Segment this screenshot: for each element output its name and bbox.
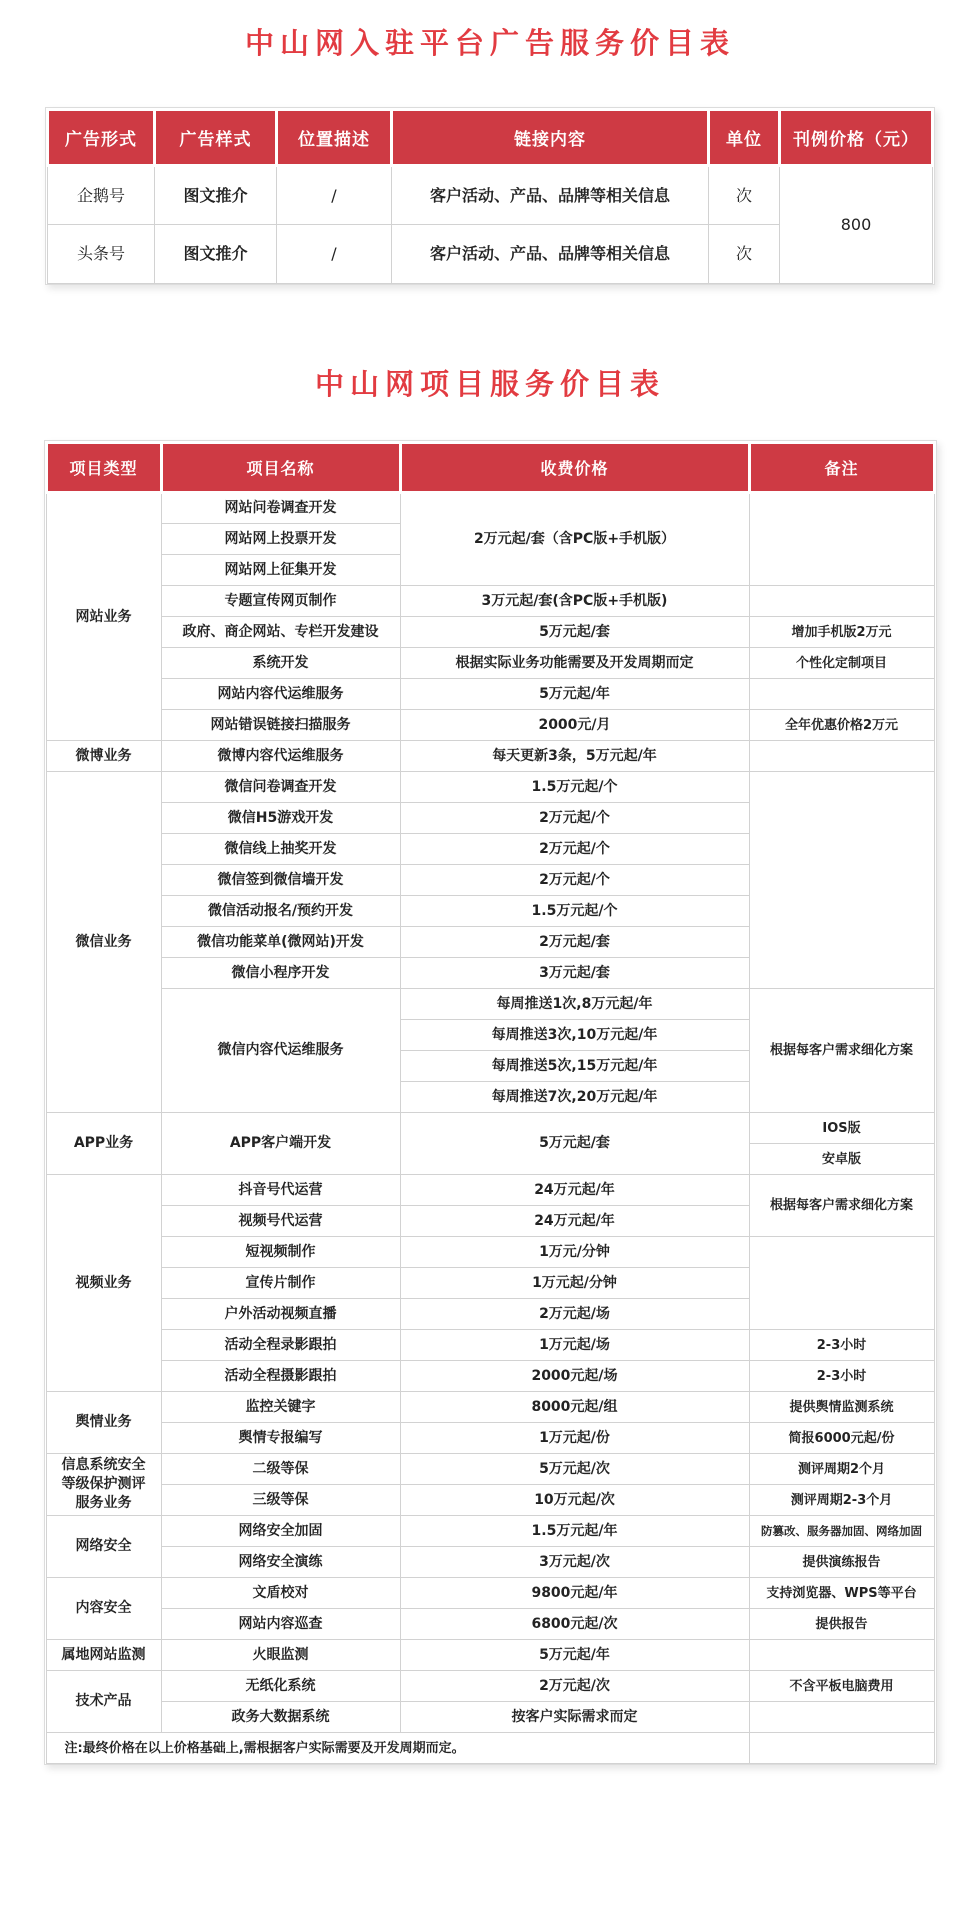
- remark-cell-empty: [749, 1733, 934, 1764]
- unit-cell: 次: [709, 166, 780, 225]
- header-remark: 备注: [749, 443, 934, 493]
- price-cell: 5万元起/年: [400, 1640, 749, 1671]
- project-name-cell: 文盾校对: [161, 1578, 400, 1609]
- remark-cell-empty: [749, 1640, 934, 1671]
- section-type-cell: 微博业务: [46, 741, 161, 772]
- price-cell: 根据实际业务功能需要及开发周期而定: [400, 648, 749, 679]
- table-row: [46, 1175, 934, 1206]
- section-type-cell: 内容安全: [46, 1578, 161, 1640]
- remark-cell: 增加手机版2万元: [749, 617, 934, 648]
- price-cell: 每周推送7次,20万元起/年: [400, 1082, 749, 1113]
- price-cell: 1万元起/份: [400, 1423, 749, 1454]
- link-content-cell: 客户活动、产品、品牌等相关信息: [392, 225, 709, 284]
- remark-cell: 提供舆情监测系统: [749, 1392, 934, 1423]
- table-row: [46, 989, 934, 1020]
- section-type-cell: APP业务: [46, 1113, 161, 1175]
- price-cell: 2万元起/场: [400, 1299, 749, 1330]
- remark-cell: 测评周期2个月: [749, 1454, 934, 1485]
- section-type-cell: 网络安全: [46, 1516, 161, 1578]
- price-cell: 每周推送5次,15万元起/年: [400, 1051, 749, 1082]
- header-project-type: 项目类型: [46, 443, 161, 493]
- project-name-cell: 微信内容代运维服务: [161, 989, 400, 1113]
- remark-cell: IOS版: [749, 1113, 934, 1144]
- page-title-project-price-list: 中山网项目服务价目表: [314, 367, 665, 402]
- table-row: [46, 679, 934, 710]
- project-name-cell: 抖音号代运营: [161, 1175, 400, 1206]
- section-type-cell: 视频业务: [46, 1175, 161, 1392]
- remark-cell: 个性化定制项目: [749, 648, 934, 679]
- remark-cell-empty: [749, 1237, 934, 1330]
- project-name-cell: 活动全程摄影跟拍: [161, 1361, 400, 1392]
- project-name-cell: 微信功能菜单(微网站)开发: [161, 927, 400, 958]
- price-cell: 3万元起/次: [400, 1547, 749, 1578]
- project-name-cell: 宣传片制作: [161, 1268, 400, 1299]
- ad-form-cell: 头条号: [48, 225, 155, 284]
- remark-cell: 提供报告: [749, 1609, 934, 1640]
- project-name-cell: 网站内容巡查: [161, 1609, 400, 1640]
- project-name-cell: 网络安全演练: [161, 1547, 400, 1578]
- page-title-ad-price-list: 中山网入驻平台广告服务价目表: [244, 26, 735, 60]
- remark-cell: 2-3小时: [749, 1361, 934, 1392]
- table-row: [46, 648, 934, 679]
- project-name-cell: 专题宣传网页制作: [161, 586, 400, 617]
- remark-cell-empty: [749, 679, 934, 710]
- table-row: [46, 1392, 934, 1423]
- price-cell: 5万元起/年: [400, 679, 749, 710]
- table-row: [46, 1423, 934, 1454]
- link-content-cell: 客户活动、产品、品牌等相关信息: [392, 166, 709, 225]
- project-name-cell: 系统开发: [161, 648, 400, 679]
- project-name-cell: 微信小程序开发: [161, 958, 400, 989]
- price-cell: 2万元起/个: [400, 865, 749, 896]
- remark-cell: 根据每客户需求细化方案: [749, 1175, 934, 1237]
- price-cell: 1.5万元起/个: [400, 896, 749, 927]
- table-row: [46, 1671, 934, 1702]
- price-cell: 1万元起/场: [400, 1330, 749, 1361]
- table-row: [46, 493, 934, 524]
- project-name-cell: 微信H5游戏开发: [161, 803, 400, 834]
- header-position-desc: 位置描述: [277, 110, 392, 166]
- remark-cell-empty: [749, 493, 934, 586]
- price-cell: 6800元起/次: [400, 1609, 749, 1640]
- ad-table-row: [48, 166, 933, 225]
- table-row: [46, 1454, 934, 1485]
- price-cell: 按客户实际需求而定: [400, 1702, 749, 1733]
- header-list-price: 刊例价格（元）: [780, 110, 933, 166]
- price-cell: 1.5万元起/年: [400, 1516, 749, 1547]
- footnote: 注:最终价格在以上价格基础上,需根据客户实际需要及开发周期而定。: [46, 1733, 749, 1764]
- header-charge-price: 收费价格: [400, 443, 749, 493]
- remark-cell: 简报6000元起/份: [749, 1423, 934, 1454]
- project-name-cell: 监控关键字: [161, 1392, 400, 1423]
- project-name-cell: 微信线上抽奖开发: [161, 834, 400, 865]
- table-row: [46, 617, 934, 648]
- header-unit: 单位: [709, 110, 780, 166]
- ad-price-table-container: [45, 107, 935, 285]
- section-type-cell: 信息系统安全等级保护测评服务业务: [46, 1454, 161, 1516]
- project-name-cell: 微信签到微信墙开发: [161, 865, 400, 896]
- project-name-cell: 网络安全加固: [161, 1516, 400, 1547]
- table-note-row: [46, 1733, 934, 1764]
- table-row: [46, 710, 934, 741]
- remark-cell: 防篡改、服务器加固、网络加固: [749, 1516, 934, 1547]
- table-row: [46, 1361, 934, 1392]
- price-cell: 2万元起/套（含PC版+手机版）: [400, 493, 749, 586]
- table-row: [46, 1609, 934, 1640]
- remark-cell-empty: [749, 586, 934, 617]
- section-type-cell: 技术产品: [46, 1671, 161, 1733]
- project-name-cell: 政务大数据系统: [161, 1702, 400, 1733]
- header-link-content: 链接内容: [392, 110, 709, 166]
- price-cell: 2万元起/个: [400, 803, 749, 834]
- price-cell: 1.5万元起/个: [400, 772, 749, 803]
- price-cell: 1万元/分钟: [400, 1237, 749, 1268]
- price-cell: 3万元起/套: [400, 958, 749, 989]
- price-cell: 5万元起/套: [400, 617, 749, 648]
- remark-cell: 不含平板电脑费用: [749, 1671, 934, 1702]
- project-name-cell: 活动全程录影跟拍: [161, 1330, 400, 1361]
- header-ad-form: 广告形式: [48, 110, 155, 166]
- price-cell: 24万元起/年: [400, 1206, 749, 1237]
- position-cell: /: [277, 166, 392, 225]
- section-type-cell: 微信业务: [46, 772, 161, 1113]
- project-name-cell: APP客户端开发: [161, 1113, 400, 1175]
- project-name-cell: 微信活动报名/预约开发: [161, 896, 400, 927]
- table-row: [46, 1547, 934, 1578]
- remark-cell: 全年优惠价格2万元: [749, 710, 934, 741]
- project-table-header-row: [46, 443, 934, 493]
- price-cell: 5万元起/次: [400, 1454, 749, 1485]
- project-name-cell: 网站网上征集开发: [161, 555, 400, 586]
- table-row: [46, 741, 934, 772]
- price-cell: 2万元起/套: [400, 927, 749, 958]
- price-cell: 9800元起/年: [400, 1578, 749, 1609]
- price-cell: 800: [780, 166, 933, 284]
- header-ad-style: 广告样式: [155, 110, 277, 166]
- project-name-cell: 火眼监测: [161, 1640, 400, 1671]
- price-cell: 2000元起/场: [400, 1361, 749, 1392]
- project-name-cell: 微信问卷调查开发: [161, 772, 400, 803]
- table-row: [46, 1516, 934, 1547]
- table-row: [46, 1578, 934, 1609]
- project-name-cell: 视频号代运营: [161, 1206, 400, 1237]
- table-row: [46, 772, 934, 803]
- price-cell: 5万元起/套: [400, 1113, 749, 1175]
- price-cell: 2000元/月: [400, 710, 749, 741]
- project-name-cell: 舆情专报编写: [161, 1423, 400, 1454]
- remark-cell-empty: [749, 741, 934, 772]
- price-cell: 8000元起/组: [400, 1392, 749, 1423]
- table-row: [46, 1702, 934, 1733]
- section-type-cell: 网站业务: [46, 493, 161, 741]
- project-name-cell: 网站网上投票开发: [161, 524, 400, 555]
- ad-form-cell: 企鹅号: [48, 166, 155, 225]
- table-row: [46, 1640, 934, 1671]
- project-name-cell: 网站错误链接扫描服务: [161, 710, 400, 741]
- price-cell: 1万元起/分钟: [400, 1268, 749, 1299]
- remark-cell-empty: [749, 1702, 934, 1733]
- table-row: [46, 1113, 934, 1144]
- price-cell: 每周推送3次,10万元起/年: [400, 1020, 749, 1051]
- ad-table-header-row: [48, 110, 933, 166]
- project-name-cell: 二级等保: [161, 1454, 400, 1485]
- project-price-table-container: [44, 440, 937, 1765]
- table-row: [46, 1485, 934, 1516]
- section-type-cell: 属地网站监测: [46, 1640, 161, 1671]
- project-name-cell: 政府、商企网站、专栏开发建设: [161, 617, 400, 648]
- remark-cell: 支持浏览器、WPS等平台: [749, 1578, 934, 1609]
- price-cell: 10万元起/次: [400, 1485, 749, 1516]
- project-name-cell: 网站内容代运维服务: [161, 679, 400, 710]
- unit-cell: 次: [709, 225, 780, 284]
- remark-cell: 2-3小时: [749, 1330, 934, 1361]
- remark-cell: 根据每客户需求细化方案: [749, 989, 934, 1113]
- table-row: [46, 586, 934, 617]
- project-price-table: [45, 441, 936, 1764]
- table-row: [46, 1330, 934, 1361]
- project-name-cell: 网站问卷调查开发: [161, 493, 400, 524]
- ad-price-table: [46, 108, 934, 284]
- remark-cell: 测评周期2-3个月: [749, 1485, 934, 1516]
- price-cell: 24万元起/年: [400, 1175, 749, 1206]
- ad-style-cell: 图文推介: [155, 166, 277, 225]
- price-cell: 2万元起/次: [400, 1671, 749, 1702]
- section-type-cell: 舆情业务: [46, 1392, 161, 1454]
- remark-cell-empty: [749, 772, 934, 989]
- remark-cell: 提供演练报告: [749, 1547, 934, 1578]
- price-cell: 3万元起/套(含PC版+手机版): [400, 586, 749, 617]
- project-name-cell: 三级等保: [161, 1485, 400, 1516]
- remark-cell: 安卓版: [749, 1144, 934, 1175]
- project-name-cell: 短视频制作: [161, 1237, 400, 1268]
- ad-style-cell: 图文推介: [155, 225, 277, 284]
- project-name-cell: 无纸化系统: [161, 1671, 400, 1702]
- price-cell: 每周推送1次,8万元起/年: [400, 989, 749, 1020]
- table-row: [46, 1237, 934, 1268]
- price-cell: 每天更新3条，5万元起/年: [400, 741, 749, 772]
- header-project-name: 项目名称: [161, 443, 400, 493]
- project-name-cell: 微博内容代运维服务: [161, 741, 400, 772]
- project-name-cell: 户外活动视频直播: [161, 1299, 400, 1330]
- position-cell: /: [277, 225, 392, 284]
- price-cell: 2万元起/个: [400, 834, 749, 865]
